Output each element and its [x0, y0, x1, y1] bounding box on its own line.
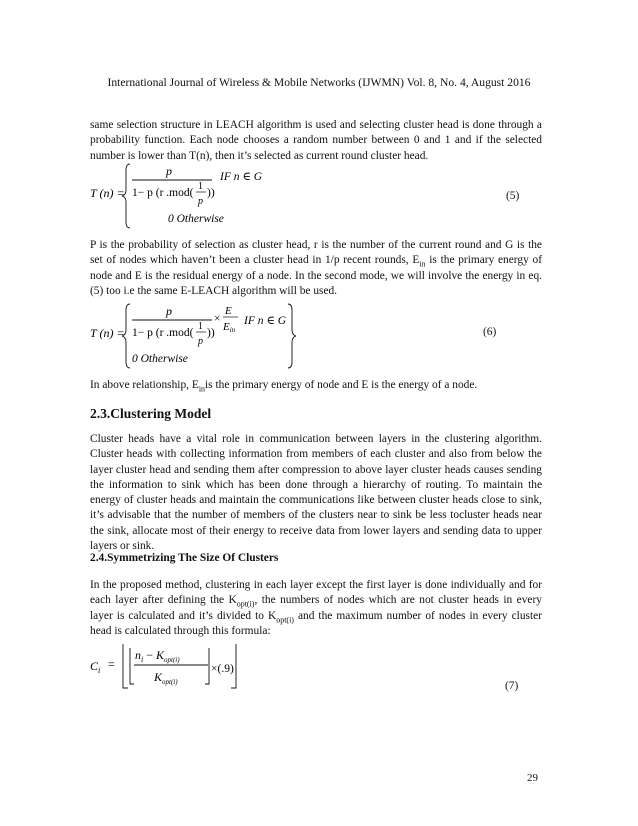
eq6-right-brace	[288, 304, 296, 368]
equation-7	[90, 640, 240, 694]
para3-text-a: In above relationship, E	[90, 379, 199, 391]
para5-subscript-1: opt(i)	[236, 599, 255, 609]
para3-subscript: in	[198, 384, 206, 394]
eq6-energy-num: E	[225, 305, 232, 317]
eq6-times: ×	[214, 313, 221, 325]
eq6-numerator: p	[166, 304, 172, 318]
eq7-times-factor: ×(.9)	[211, 663, 234, 675]
para2-text-b: is the primary energy of node and E is the residual energy of a node. In the second mode, we will involve the energy in eq. (5) too i.e the same E-LEACH algorithm will be used.	[90, 254, 542, 297]
page-number: 29	[527, 772, 538, 784]
paragraph-cluster-heads: Cluster heads have a vital role in communication between layers in the clustering algorithm. Cluster heads with collecting information from members of each cluster and also from below the layer cluster head and sending them after compression to above layer cluster heads causes sending the information to sink which has been done through a hierarchy of routing. To maintain the energy of cluster heads and maintain the communications like between cluster heads close to sink, it’s advisable that the number of members of the clusters near to sink be less tocluster heads near the sink, allocate most of their energy to receive data from lower layers and sending data to upper layers or sink.	[90, 433, 542, 553]
para2-text-a: P is the probability of selection as cluster head, r is the number of the current round and G is the set of nodes which haven’t been a cluster head in 1/p recent rounds, E	[90, 239, 542, 267]
para5-text-a: In the proposed method, clustering in each layer except the first layer is done individually and for each layer after defining the K	[90, 579, 542, 607]
eq6-otherwise: 0 Otherwise	[132, 353, 188, 365]
eq5-otherwise: 0 Otherwise	[168, 213, 224, 225]
eq5-inner-num: 1	[198, 181, 203, 192]
para3-text-b: is the primary energy of node and E is the energy of a node.	[205, 379, 478, 391]
journal-header: International Journal of Wireless & Mobile Networks (IJWMN) Vol. 8, No. 4, August 2016	[107, 76, 531, 89]
para5-text-c: and the maximum number of nodes in every cluster head is calculated through this formula:	[90, 609, 542, 637]
eq6-condition: IF n ∈ G	[244, 315, 287, 327]
equation-6-number: (6)	[483, 326, 497, 338]
eq6-inner-den: p	[198, 336, 203, 347]
para5-text-b: , the numbers of nodes which are not cluster heads in every layer is calculated and it’s divided to K	[90, 594, 542, 622]
equation-5-number: (5)	[506, 190, 520, 202]
eq7-numerator: $n_i - K_{opt(i)}$	[135, 648, 180, 664]
eq6-left-brace	[122, 304, 130, 368]
section-heading-clustering-model: 2.3.Clustering Model	[90, 406, 212, 421]
eq7-outer-floor-left	[123, 644, 128, 688]
eq5-denominator-left: 1− p (r .mod(	[132, 187, 194, 199]
eq5-numerator: p	[166, 164, 172, 178]
eq7-equals: =	[108, 657, 115, 671]
eq7-inner-floor-left	[130, 648, 134, 684]
eq6-denominator-left: 1− p (r .mod(	[132, 327, 194, 339]
equation-7-number: (7)	[505, 680, 519, 692]
paragraph-selection-structure: same selection structure in LEACH algorithm is used and selecting cluster head is done through a probability function. Each node chooses a random number between 0 and 1 and if the selected number is lower than T(n), then it’s selected as current round cluster head.	[90, 119, 542, 162]
eq6-inner-num: 1	[198, 321, 203, 332]
equation-6	[90, 302, 320, 370]
section-heading-symmetrizing: 2.4.Symmetrizing The Size Of Clusters	[90, 552, 279, 564]
paragraph-probability-definitions	[90, 238, 542, 299]
para2-subscript: in	[419, 259, 426, 269]
eq5-condition: IF n ∈ G	[220, 171, 263, 183]
eq5-lhs: T (n) =	[90, 186, 125, 200]
para5-subscript-2: opt(i)	[276, 614, 294, 624]
eq7-lhs: $C_i$	[90, 659, 101, 675]
paragraph-relationship	[90, 378, 542, 393]
eq5-brace	[122, 164, 130, 228]
eq7-inner-floor-right	[205, 648, 209, 684]
eq6-denominator-right: ))	[207, 327, 215, 339]
paragraph-proposed-method	[90, 578, 542, 639]
eq7-denominator: $K_{opt(i)}$	[154, 670, 178, 686]
equation-5	[90, 162, 430, 230]
eq5-inner-den: p	[198, 196, 203, 207]
eq5-denominator-right: ))	[207, 187, 215, 199]
eq6-energy-den: Ein	[223, 321, 236, 334]
eq6-lhs: T (n) =	[90, 326, 125, 340]
